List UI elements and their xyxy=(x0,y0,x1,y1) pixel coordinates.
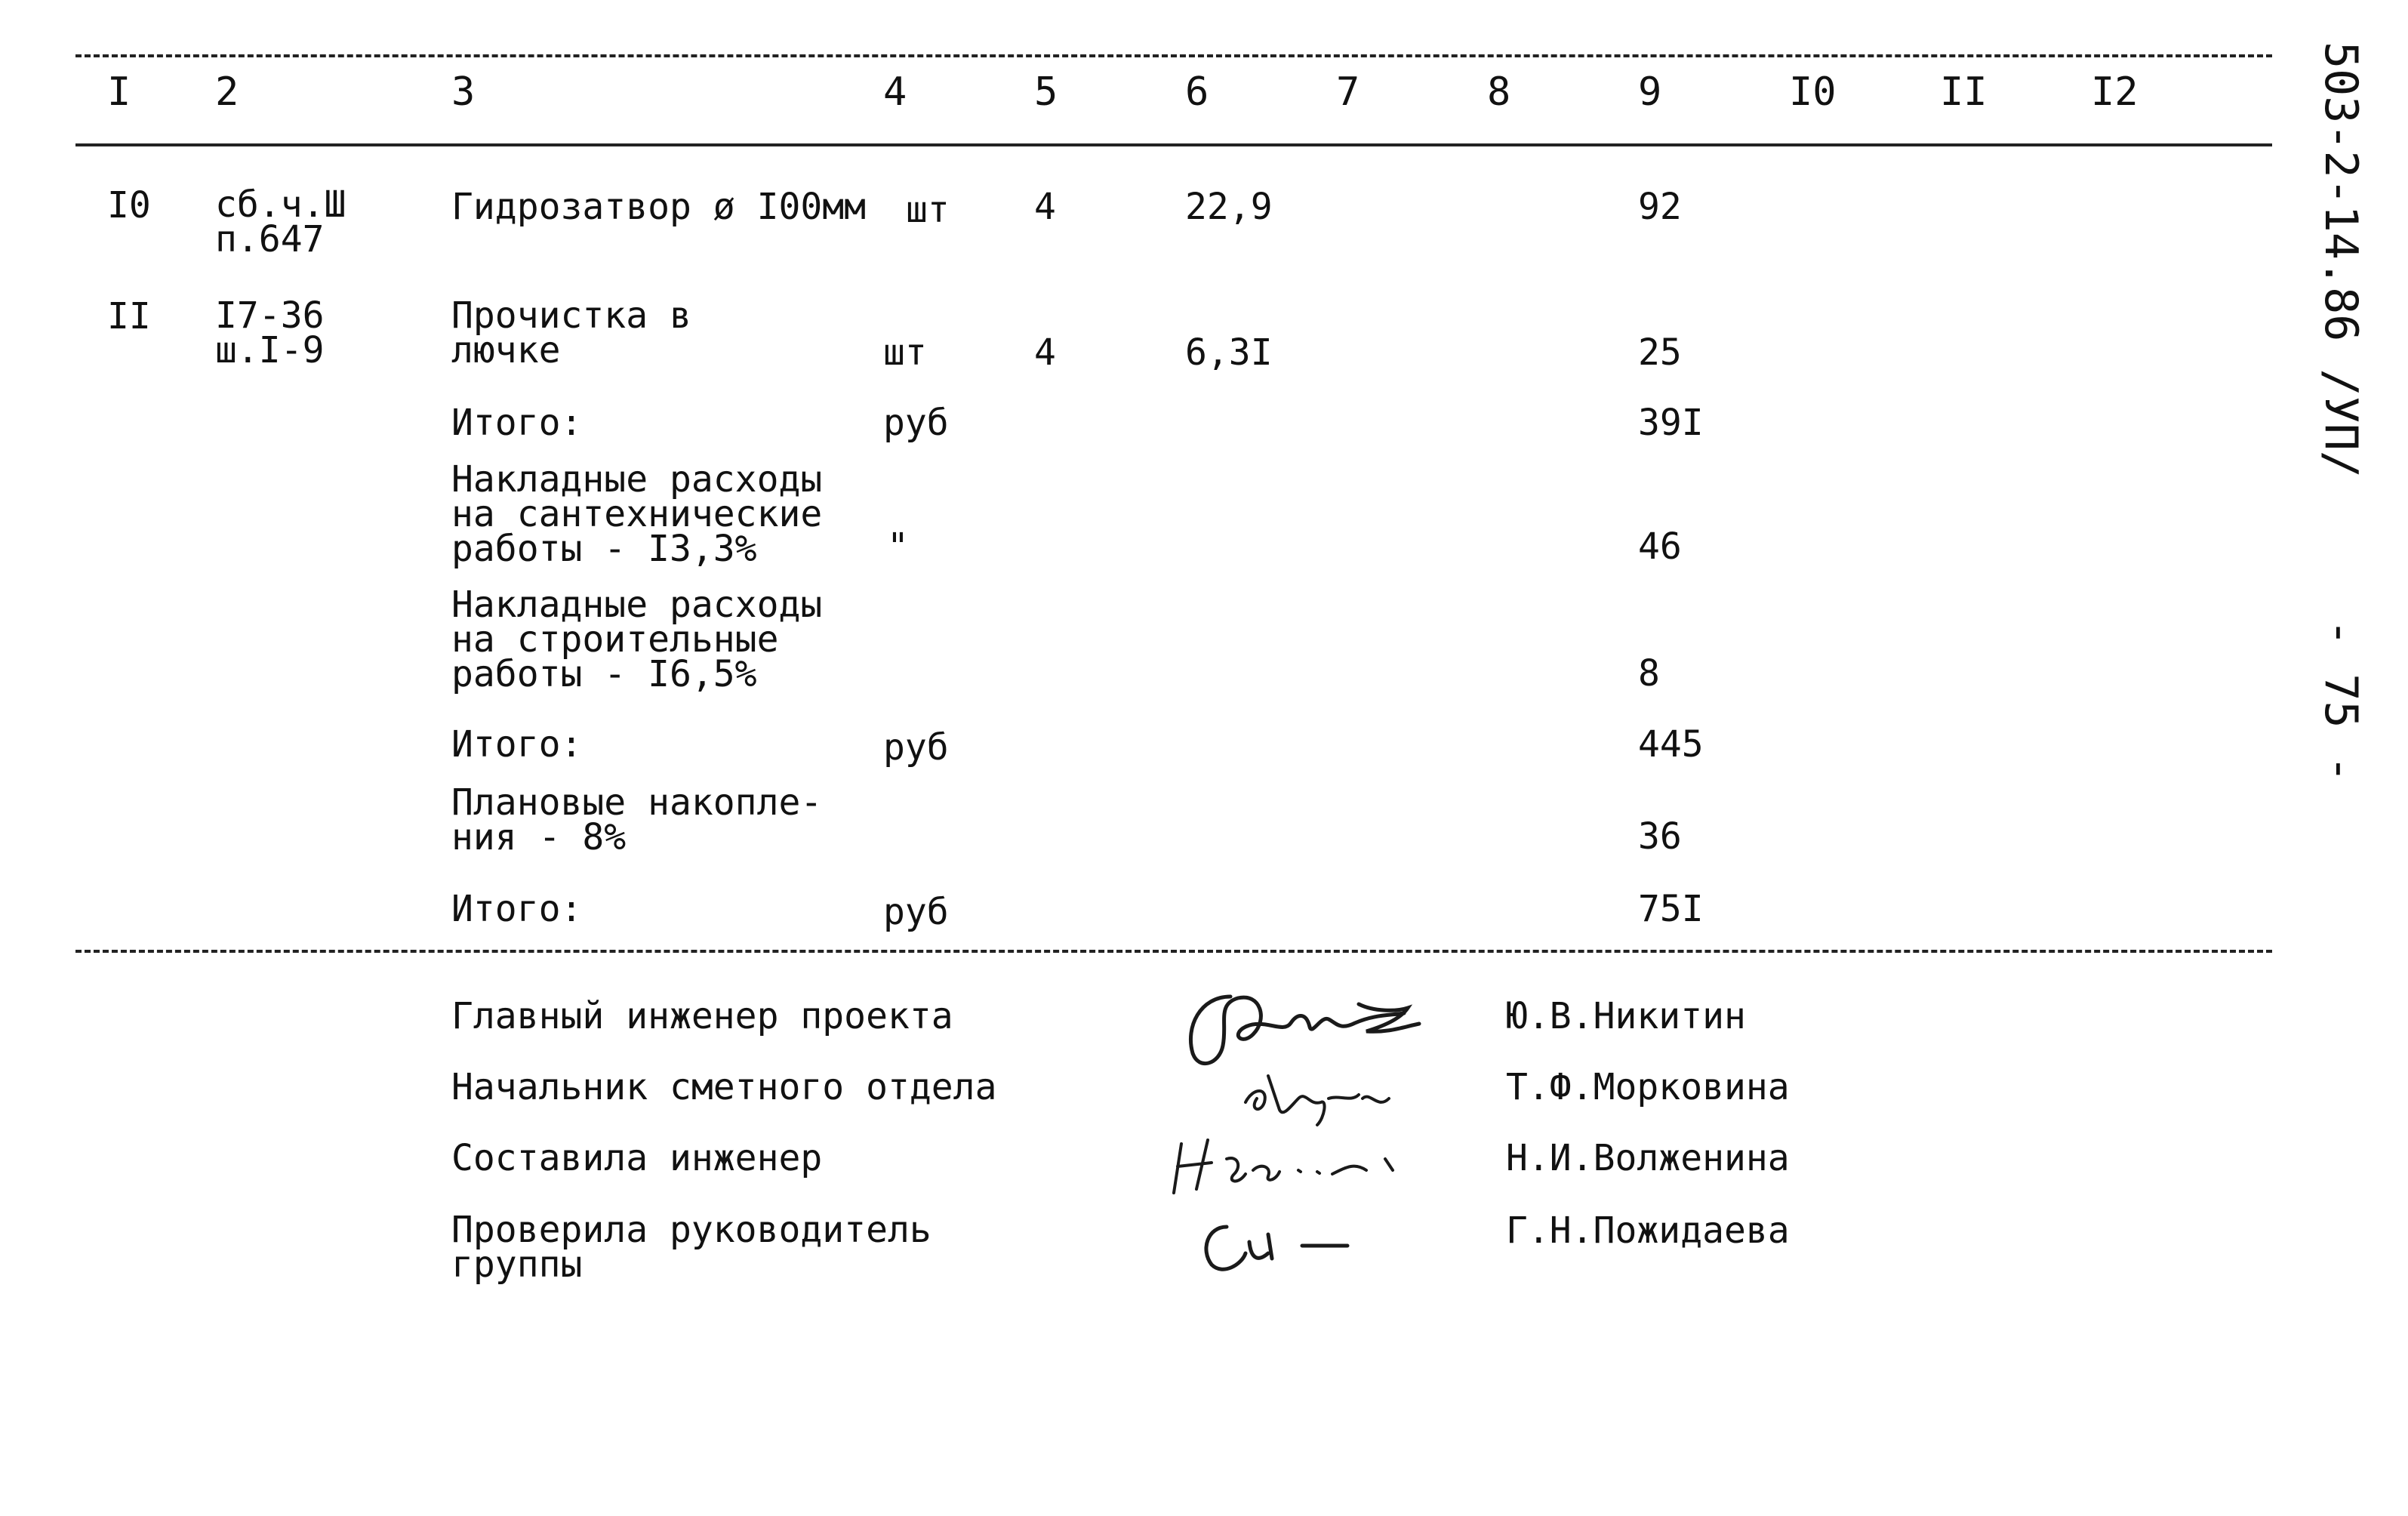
row-total: 92 xyxy=(1638,186,1682,228)
row-unit: " xyxy=(887,525,909,568)
table-top-rule xyxy=(75,54,2272,57)
row-price: 6,3I xyxy=(1185,331,1273,374)
row-unit: руб xyxy=(883,402,949,444)
column-header-7: 7 xyxy=(1336,69,1360,115)
column-header-8: 8 xyxy=(1487,69,1511,115)
row-reference: I7-36 ш.I-9 xyxy=(215,294,325,371)
column-header-2: 2 xyxy=(215,69,239,115)
signatory-title: Главный инженер проекта xyxy=(451,995,953,1037)
handwritten-signature xyxy=(1166,1132,1468,1200)
row-total: 46 xyxy=(1638,525,1682,568)
row-reference: сб.ч.Ш п.647 xyxy=(215,183,346,260)
column-header-5: 5 xyxy=(1034,69,1058,115)
document-code: 503-2-14.86 /УП/ xyxy=(2314,42,2367,478)
signatory-title: Начальник сметного отдела xyxy=(451,1066,997,1108)
row-number: II xyxy=(107,295,151,337)
signatory-name: Г.Н.Пожидаева xyxy=(1506,1209,1790,1252)
row-name: Накладные расходы на сантехнические работы - I3,3% xyxy=(451,458,823,570)
header-bottom-rule xyxy=(75,143,2272,146)
row-total: 445 xyxy=(1638,723,1704,766)
row-number: I0 xyxy=(107,184,151,226)
row-name: Плановые накопле- ния - 8% xyxy=(451,781,823,858)
row-price: 22,9 xyxy=(1185,186,1273,228)
signatory-title: Проверила руководитель группы xyxy=(451,1209,931,1286)
row-unit: шт xyxy=(883,331,927,374)
signatory-name: Т.Ф.Морковина xyxy=(1506,1066,1790,1108)
table-bottom-rule xyxy=(75,950,2272,953)
row-unit: руб xyxy=(883,891,949,933)
row-name: Гидрозатвор ø I00мм xyxy=(451,186,867,228)
handwritten-signature xyxy=(1238,1065,1404,1132)
row-name: Прочистка в лючке xyxy=(451,294,691,371)
column-header-4: 4 xyxy=(883,69,907,115)
signatory-title: Составила инженер xyxy=(451,1137,823,1179)
signatory-name: Н.И.Волженина xyxy=(1506,1137,1790,1179)
column-header-1: I xyxy=(107,69,131,115)
row-total: 39I xyxy=(1638,402,1704,444)
column-header-12: I2 xyxy=(2091,69,2139,115)
row-total: 75I xyxy=(1638,888,1704,930)
row-name: Накладные расходы на строительные работы - I6,5% xyxy=(451,584,823,695)
row-name: Итого: xyxy=(451,888,583,930)
row-quantity: 4 xyxy=(1034,186,1056,228)
row-total: 8 xyxy=(1638,652,1660,695)
column-header-9: 9 xyxy=(1638,69,1662,115)
column-header-3: 3 xyxy=(451,69,476,115)
row-unit: шт xyxy=(906,189,950,231)
row-unit: руб xyxy=(883,726,949,769)
row-quantity: 4 xyxy=(1034,331,1056,374)
row-name: Итого: xyxy=(451,402,583,444)
page-number: - 75 - xyxy=(2314,619,2367,783)
row-total: 36 xyxy=(1638,815,1682,858)
row-total: 25 xyxy=(1638,331,1682,374)
column-header-6: 6 xyxy=(1185,69,1209,115)
handwritten-signature xyxy=(1196,1212,1363,1280)
column-header-10: I0 xyxy=(1789,69,1837,115)
row-name: Итого: xyxy=(451,723,583,766)
column-header-11: II xyxy=(1940,69,1988,115)
signatory-name: Ю.В.Никитин xyxy=(1506,995,1746,1037)
